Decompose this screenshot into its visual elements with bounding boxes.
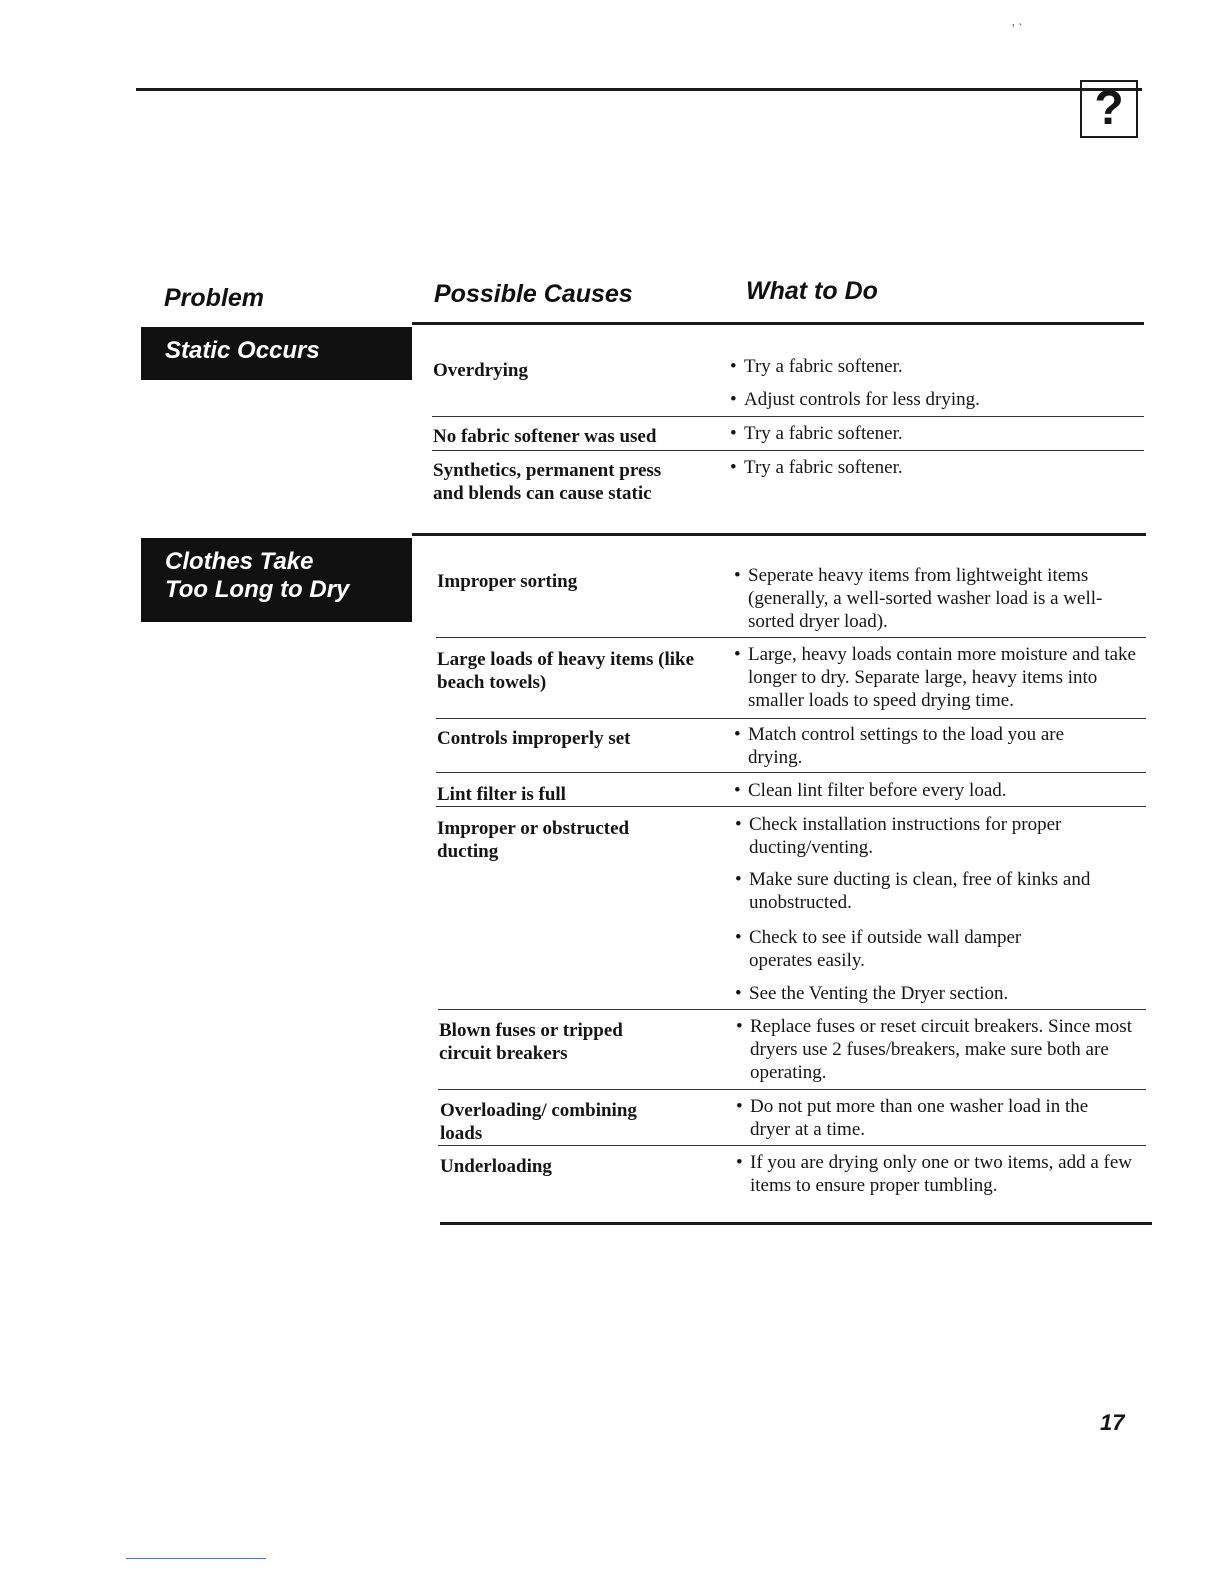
action-text: Seperate heavy items from lightweight items (generally, a well-sorted washer load is a well-sorted dryer load). <box>748 565 1103 632</box>
section-rule-static <box>412 322 1144 325</box>
top-rule <box>136 88 1142 91</box>
row-divider <box>438 1145 1146 1146</box>
footer-link-rule <box>126 1558 266 1559</box>
cause-lint-filter-full: Lint filter is full <box>437 784 566 805</box>
action-item <box>736 1015 1148 1084</box>
action-text: If you are drying only one or two items, add a few items to ensure proper tumbling. <box>750 1152 1133 1196</box>
action-item <box>734 564 1146 633</box>
action-item <box>734 643 1146 712</box>
action-text: Try a fabric softener. <box>744 457 903 478</box>
action-item <box>734 779 1146 802</box>
bottom-rule <box>440 1222 1152 1225</box>
cause-no-fabric-softener: No fabric softener was used <box>433 426 657 447</box>
problem-title-line: Too Long to Dry <box>165 576 350 603</box>
bullet: • <box>735 927 742 948</box>
action-text: Check to see if outside wall damper operates easily. <box>749 927 1022 971</box>
action-text: Check installation instructions for proper ducting/venting. <box>749 814 1062 858</box>
row-divider <box>436 806 1146 807</box>
row-divider <box>436 637 1146 638</box>
action-item <box>735 868 1125 914</box>
row-divider <box>436 718 1146 719</box>
bullet: • <box>734 644 741 665</box>
cause-blown-fuses: Blown fuses or tripped circuit breakers <box>439 1020 623 1064</box>
cause-controls-improperly-set: Controls improperly set <box>437 728 631 749</box>
cause-overdrying: Overdrying <box>433 360 528 381</box>
bullet: • <box>734 565 741 586</box>
column-header-what-to-do: What to Do <box>746 277 878 305</box>
action-text: Match control settings to the load you are drying. <box>748 724 1065 768</box>
cause-synthetics: Synthetics, permanent press and blends can cause static <box>433 460 662 504</box>
row-divider <box>438 1089 1146 1090</box>
action-item <box>735 813 1135 859</box>
row-divider <box>438 1009 1146 1010</box>
action-item <box>730 388 1142 411</box>
action-text: Try a fabric softener. <box>744 356 903 377</box>
section-rule-long-dry <box>412 533 1146 536</box>
action-text: Try a fabric softener. <box>744 423 903 444</box>
bullet: • <box>736 1096 743 1117</box>
bullet: • <box>730 356 737 377</box>
row-divider <box>432 450 1144 451</box>
action-text: See the Venting the Dryer section. <box>749 983 1009 1004</box>
bullet: • <box>734 724 741 745</box>
problem-clothes-take-too-long <box>141 538 412 622</box>
action-item <box>736 1095 1126 1141</box>
problem-static-occurs <box>141 327 412 380</box>
action-item <box>730 422 1142 445</box>
action-item <box>734 723 1114 769</box>
action-item <box>735 926 1085 972</box>
bullet: • <box>735 869 742 890</box>
cause-overloading: Overloading/ combining loads <box>440 1100 637 1144</box>
problem-title-line: Static Occurs <box>165 337 320 364</box>
row-divider <box>432 416 1144 417</box>
cause-underloading: Underloading <box>440 1156 552 1177</box>
column-header-problem: Problem <box>164 284 265 312</box>
action-text: Make sure ducting is clean, free of kinks and unobstructed. <box>749 869 1091 913</box>
action-text: Clean lint filter before every load. <box>748 780 1007 801</box>
row-divider <box>436 772 1146 773</box>
bullet: • <box>730 423 737 444</box>
bullet: • <box>735 814 742 835</box>
bullet: • <box>730 457 737 478</box>
page-number: 17 <box>1100 1410 1125 1435</box>
action-item <box>736 1151 1136 1197</box>
bullet: • <box>734 780 741 801</box>
action-item <box>730 355 1142 378</box>
action-text: Large, heavy loads contain more moisture and take longer to dry. Separate large, heavy items into smaller loads to speed drying time. <box>748 644 1136 711</box>
action-item <box>735 982 1147 1005</box>
action-text: Replace fuses or reset circuit breakers. Since most dryers use 2 fuses/breakers, make sure both are operating. <box>750 1016 1132 1083</box>
bullet: • <box>736 1016 743 1037</box>
cause-improper-ducting: Improper or obstructed ducting <box>437 818 630 862</box>
cause-improper-sorting: Improper sorting <box>437 571 578 592</box>
stray-mark: ' ` <box>1012 22 1023 37</box>
problem-title-line: Clothes Take <box>165 548 314 575</box>
bullet: • <box>735 983 742 1004</box>
action-text: Adjust controls for less drying. <box>744 389 980 410</box>
column-header-possible-causes: Possible Causes <box>434 280 633 308</box>
action-item <box>730 456 1142 479</box>
bullet: • <box>730 389 737 410</box>
cause-large-loads: Large loads of heavy items (like beach towels) <box>437 649 695 693</box>
bullet: • <box>736 1152 743 1173</box>
action-text: Do not put more than one washer load in the dryer at a time. <box>750 1096 1089 1140</box>
help-question-icon: ? <box>1080 80 1138 138</box>
